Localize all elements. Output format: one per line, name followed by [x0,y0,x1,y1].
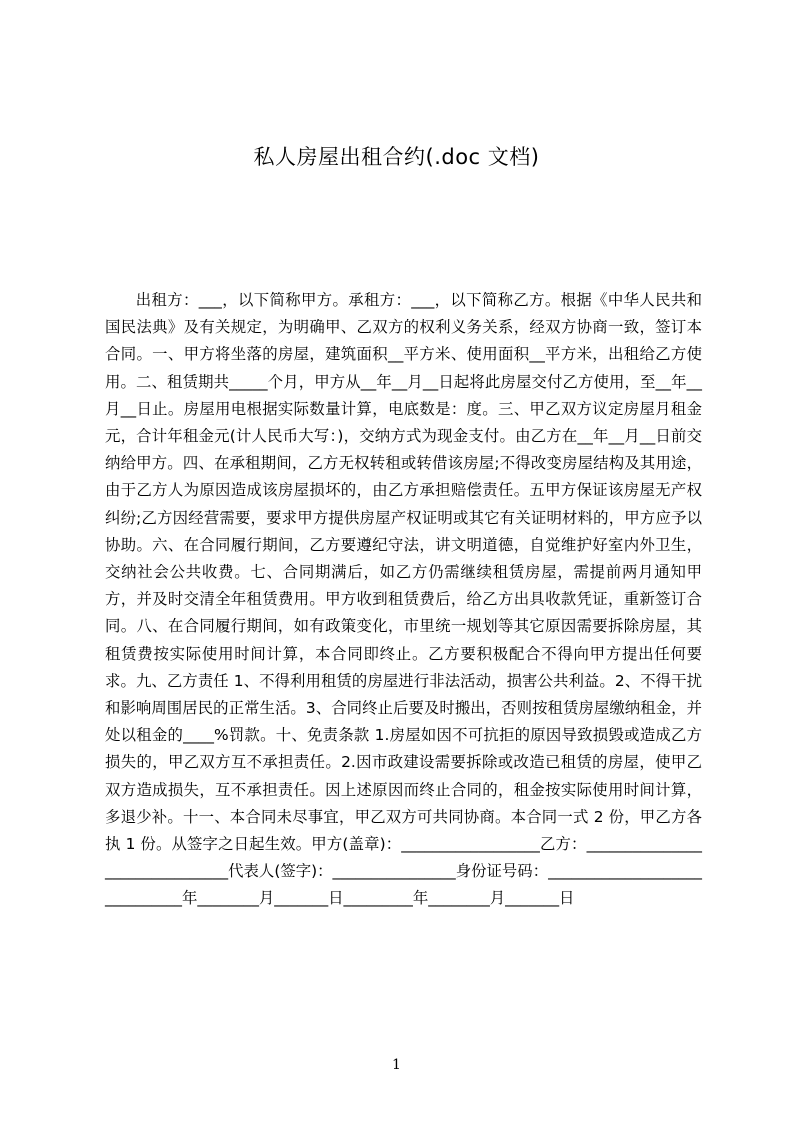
contract-body-paragraph: 出租方：___，以下简称甲方。承租方：___，以下简称乙方。根据《中华人民共和国民法典》及有关规定，为明确甲、乙双方的权利义务关系，经双方协商一致，签订本合同。一、甲方将坐落的房屋，建筑面积__平方米、使用面积__平方米，出租给乙方使用。二、租赁期共_____个月，甲方从__年__月__日起将此房屋交付乙方使用，至__年__月__日止。房屋用电根据实际数量计算，电底数是：度。三、甲乙双方议定房屋月租金元，合计年租金元(计人民币大写：)，交纳方式为现金支付。由乙方在__年__月__日前交纳给甲方。四、在承租期间，乙方无权转租或转借该房屋;不得改变房屋结构及其用途，由于乙方人为原因造成该房屋损坏的，由乙方承担赔偿责任。五甲方保证该房屋无产权纠纷;乙方因经营需要，要求甲方提供房屋产权证明或其它有关证明材料的，甲方应予以协助。六、在合同履行期间，乙方要遵纪守法，讲文明道德，自觉维护好室内外卫生，交纳社会公共收费。七、合同期满后，如乙方仍需继续租赁房屋，需提前两月通知甲方，并及时交清全年租赁费用。甲方收到租赁费后，给乙方出具收款凭证，重新签订合同。八、在合同履行期间，如有政策变化，市里统一规划等其它原因需要拆除房屋，其租赁费按实际使用时间计算，本合同即终止。乙方要积极配合不得向甲方提出任何要求。九、乙方责任 1、不得利用租赁的房屋进行非法活动，损害公共利益。2、不得干扰和影响周围居民的正常生活。3、合同终止后要及时搬出，否则按租赁房屋缴纳租金，并处以租金的____%罚款。十、免责条款 1.房屋如因不可抗拒的原因导致损毁或造成乙方损失的，甲乙双方互不承担责任。2.因市政建设需要拆除或改造已租赁的房屋，使甲乙双方造成损失，互不承担责任。因上述原因而终止合同的，租金按实际使用时间计算，多退少补。十一、本合同未尽事宜，甲乙双方可共同协商。本合同一式 2 份，甲乙方各执 1 份。从签字之日起生效。甲方(盖章)：__________________乙方：_______________________________代表人(签字)：________________身份证号码：______________________________年________月_______日_________年________月_______日 [105,291,702,908]
page-number: 1 [392,1057,401,1073]
document-title: 私人房屋出租合约(.doc 文档) [253,145,540,169]
